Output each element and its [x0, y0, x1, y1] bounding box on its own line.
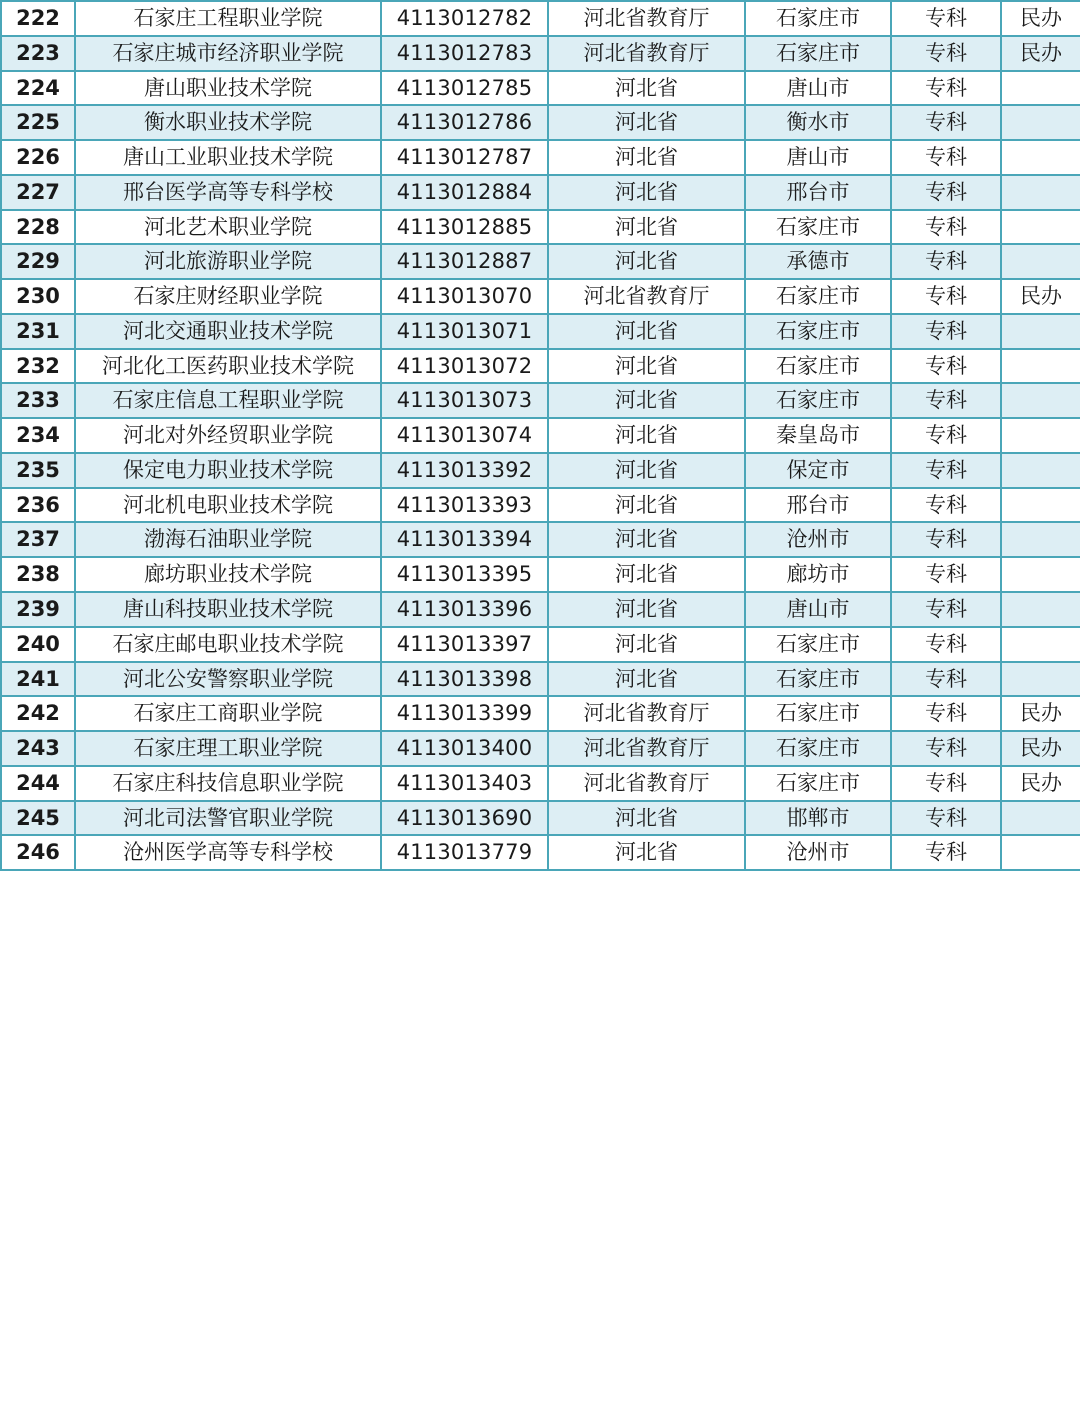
cell-level: 专科 [891, 418, 1001, 453]
cell-note: 民办 [1001, 1, 1080, 36]
cell-department: 河北省教育厅 [548, 731, 745, 766]
cell-department: 河北省 [548, 383, 745, 418]
cell-school-name: 邢台医学高等专科学校 [75, 175, 381, 210]
cell-department: 河北省 [548, 592, 745, 627]
cell-department: 河北省 [548, 349, 745, 384]
cell-note [1001, 349, 1080, 384]
table-row [1, 592, 1080, 627]
cell-school-code: 4113013398 [381, 662, 548, 697]
cell-school-code: 4113012785 [381, 71, 548, 106]
cell-level: 专科 [891, 175, 1001, 210]
table-row [1, 71, 1080, 106]
cell-level: 专科 [891, 279, 1001, 314]
cell-school-name: 河北对外经贸职业学院 [75, 418, 381, 453]
cell-index: 227 [1, 175, 75, 210]
cell-note [1001, 383, 1080, 418]
cell-index: 231 [1, 314, 75, 349]
cell-level: 专科 [891, 140, 1001, 175]
table-row [1, 488, 1080, 523]
cell-index: 242 [1, 696, 75, 731]
cell-department: 河北省 [548, 244, 745, 279]
cell-school-code: 4113012783 [381, 36, 548, 71]
cell-school-code: 4113013690 [381, 801, 548, 836]
table-row [1, 801, 1080, 836]
cell-index: 245 [1, 801, 75, 836]
cell-school-name: 廊坊职业技术学院 [75, 557, 381, 592]
table-row [1, 835, 1080, 870]
cell-note [1001, 801, 1080, 836]
cell-department: 河北省 [548, 627, 745, 662]
table-row [1, 349, 1080, 384]
cell-level: 专科 [891, 627, 1001, 662]
cell-department: 河北省 [548, 801, 745, 836]
cell-city: 石家庄市 [745, 766, 891, 801]
cell-school-name: 唐山职业技术学院 [75, 71, 381, 106]
cell-school-name: 石家庄信息工程职业学院 [75, 383, 381, 418]
cell-index: 224 [1, 71, 75, 106]
cell-note: 民办 [1001, 766, 1080, 801]
cell-note [1001, 314, 1080, 349]
cell-city: 石家庄市 [745, 314, 891, 349]
cell-note [1001, 418, 1080, 453]
cell-index: 228 [1, 210, 75, 245]
cell-city: 邯郸市 [745, 801, 891, 836]
cell-department: 河北省 [548, 835, 745, 870]
cell-index: 244 [1, 766, 75, 801]
cell-level: 专科 [891, 36, 1001, 71]
cell-level: 专科 [891, 592, 1001, 627]
cell-school-code: 4113013070 [381, 279, 548, 314]
cell-city: 石家庄市 [745, 731, 891, 766]
cell-index: 234 [1, 418, 75, 453]
cell-department: 河北省教育厅 [548, 696, 745, 731]
cell-department: 河北省 [548, 140, 745, 175]
cell-city: 石家庄市 [745, 349, 891, 384]
cell-level: 专科 [891, 766, 1001, 801]
cell-department: 河北省 [548, 71, 745, 106]
cell-note [1001, 105, 1080, 140]
cell-note [1001, 835, 1080, 870]
cell-school-name: 河北交通职业技术学院 [75, 314, 381, 349]
cell-school-code: 4113013396 [381, 592, 548, 627]
cell-note [1001, 627, 1080, 662]
cell-school-name: 河北化工医药职业技术学院 [75, 349, 381, 384]
cell-school-code: 4113013403 [381, 766, 548, 801]
cell-school-name: 河北司法警官职业学院 [75, 801, 381, 836]
cell-index: 222 [1, 1, 75, 36]
cell-city: 石家庄市 [745, 696, 891, 731]
table-row [1, 662, 1080, 697]
table-row [1, 279, 1080, 314]
cell-city: 石家庄市 [745, 36, 891, 71]
cell-note [1001, 453, 1080, 488]
cell-city: 邢台市 [745, 175, 891, 210]
cell-city: 唐山市 [745, 71, 891, 106]
cell-school-name: 石家庄财经职业学院 [75, 279, 381, 314]
cell-school-name: 石家庄理工职业学院 [75, 731, 381, 766]
cell-index: 223 [1, 36, 75, 71]
cell-department: 河北省 [548, 418, 745, 453]
table-row [1, 175, 1080, 210]
cell-school-name: 河北艺术职业学院 [75, 210, 381, 245]
table-row [1, 696, 1080, 731]
cell-department: 河北省 [548, 488, 745, 523]
cell-department: 河北省教育厅 [548, 1, 745, 36]
cell-school-name: 河北公安警察职业学院 [75, 662, 381, 697]
table-row [1, 731, 1080, 766]
cell-index: 232 [1, 349, 75, 384]
cell-school-code: 4113013397 [381, 627, 548, 662]
cell-school-code: 4113013400 [381, 731, 548, 766]
cell-note [1001, 71, 1080, 106]
cell-school-name: 衡水职业技术学院 [75, 105, 381, 140]
cell-note [1001, 140, 1080, 175]
cell-department: 河北省 [548, 314, 745, 349]
cell-index: 236 [1, 488, 75, 523]
table-row [1, 418, 1080, 453]
cell-note [1001, 488, 1080, 523]
cell-note: 民办 [1001, 696, 1080, 731]
cell-school-name: 沧州医学高等专科学校 [75, 835, 381, 870]
cell-department: 河北省 [548, 662, 745, 697]
table-row [1, 766, 1080, 801]
cell-school-name: 石家庄工商职业学院 [75, 696, 381, 731]
cell-level: 专科 [891, 1, 1001, 36]
cell-city: 保定市 [745, 453, 891, 488]
cell-level: 专科 [891, 696, 1001, 731]
table-row [1, 557, 1080, 592]
cell-school-code: 4113013074 [381, 418, 548, 453]
cell-department: 河北省 [548, 557, 745, 592]
cell-department: 河北省教育厅 [548, 766, 745, 801]
cell-level: 专科 [891, 244, 1001, 279]
cell-index: 240 [1, 627, 75, 662]
cell-city: 唐山市 [745, 592, 891, 627]
table-row [1, 105, 1080, 140]
cell-index: 226 [1, 140, 75, 175]
cell-city: 承德市 [745, 244, 891, 279]
cell-index: 246 [1, 835, 75, 870]
cell-school-name: 河北旅游职业学院 [75, 244, 381, 279]
table-row [1, 36, 1080, 71]
cell-school-code: 4113013073 [381, 383, 548, 418]
cell-index: 233 [1, 383, 75, 418]
cell-school-name: 保定电力职业技术学院 [75, 453, 381, 488]
cell-school-name: 唐山科技职业技术学院 [75, 592, 381, 627]
cell-level: 专科 [891, 731, 1001, 766]
cell-note [1001, 175, 1080, 210]
cell-city: 秦皇岛市 [745, 418, 891, 453]
cell-city: 邢台市 [745, 488, 891, 523]
cell-level: 专科 [891, 835, 1001, 870]
cell-city: 石家庄市 [745, 662, 891, 697]
table-row [1, 627, 1080, 662]
table-row [1, 453, 1080, 488]
cell-school-code: 4113013071 [381, 314, 548, 349]
table-body [1, 1, 1080, 870]
table-row [1, 244, 1080, 279]
cell-school-name: 石家庄邮电职业技术学院 [75, 627, 381, 662]
cell-school-code: 4113013394 [381, 522, 548, 557]
cell-city: 沧州市 [745, 522, 891, 557]
cell-city: 沧州市 [745, 835, 891, 870]
cell-school-code: 4113012782 [381, 1, 548, 36]
cell-city: 石家庄市 [745, 627, 891, 662]
cell-school-name: 石家庄城市经济职业学院 [75, 36, 381, 71]
cell-level: 专科 [891, 105, 1001, 140]
cell-level: 专科 [891, 557, 1001, 592]
cell-school-name: 石家庄科技信息职业学院 [75, 766, 381, 801]
cell-note [1001, 210, 1080, 245]
cell-department: 河北省 [548, 522, 745, 557]
cell-level: 专科 [891, 488, 1001, 523]
table-row [1, 522, 1080, 557]
cell-index: 229 [1, 244, 75, 279]
cell-note: 民办 [1001, 731, 1080, 766]
cell-department: 河北省教育厅 [548, 36, 745, 71]
cell-city: 石家庄市 [745, 1, 891, 36]
cell-level: 专科 [891, 801, 1001, 836]
cell-index: 235 [1, 453, 75, 488]
cell-note [1001, 662, 1080, 697]
cell-level: 专科 [891, 71, 1001, 106]
cell-index: 238 [1, 557, 75, 592]
cell-index: 241 [1, 662, 75, 697]
cell-level: 专科 [891, 210, 1001, 245]
cell-city: 衡水市 [745, 105, 891, 140]
cell-note [1001, 592, 1080, 627]
cell-school-code: 4113013072 [381, 349, 548, 384]
cell-index: 239 [1, 592, 75, 627]
cell-school-code: 4113012786 [381, 105, 548, 140]
cell-city: 石家庄市 [745, 210, 891, 245]
cell-department: 河北省教育厅 [548, 279, 745, 314]
cell-note [1001, 244, 1080, 279]
cell-department: 河北省 [548, 175, 745, 210]
cell-index: 225 [1, 105, 75, 140]
cell-city: 石家庄市 [745, 279, 891, 314]
cell-school-code: 4113012787 [381, 140, 548, 175]
cell-level: 专科 [891, 349, 1001, 384]
table-row [1, 140, 1080, 175]
cell-level: 专科 [891, 662, 1001, 697]
cell-school-code: 4113012885 [381, 210, 548, 245]
cell-school-code: 4113013779 [381, 835, 548, 870]
cell-school-name: 唐山工业职业技术学院 [75, 140, 381, 175]
cell-school-code: 4113013392 [381, 453, 548, 488]
cell-school-code: 4113012884 [381, 175, 548, 210]
cell-city: 石家庄市 [745, 383, 891, 418]
cell-school-code: 4113013395 [381, 557, 548, 592]
cell-department: 河北省 [548, 105, 745, 140]
cell-note [1001, 522, 1080, 557]
cell-note: 民办 [1001, 279, 1080, 314]
cell-index: 243 [1, 731, 75, 766]
cell-school-code: 4113012887 [381, 244, 548, 279]
cell-note: 民办 [1001, 36, 1080, 71]
cell-school-name: 石家庄工程职业学院 [75, 1, 381, 36]
cell-index: 237 [1, 522, 75, 557]
cell-level: 专科 [891, 314, 1001, 349]
cell-level: 专科 [891, 383, 1001, 418]
cell-school-code: 4113013399 [381, 696, 548, 731]
cell-index: 230 [1, 279, 75, 314]
table-row [1, 314, 1080, 349]
table-row [1, 1, 1080, 36]
cell-school-name: 河北机电职业技术学院 [75, 488, 381, 523]
cell-note [1001, 557, 1080, 592]
cell-city: 唐山市 [745, 140, 891, 175]
table-row [1, 383, 1080, 418]
cell-department: 河北省 [548, 453, 745, 488]
cell-level: 专科 [891, 522, 1001, 557]
cell-school-name: 渤海石油职业学院 [75, 522, 381, 557]
cell-city: 廊坊市 [745, 557, 891, 592]
cell-level: 专科 [891, 453, 1001, 488]
cell-school-code: 4113013393 [381, 488, 548, 523]
table-row [1, 210, 1080, 245]
cell-department: 河北省 [548, 210, 745, 245]
